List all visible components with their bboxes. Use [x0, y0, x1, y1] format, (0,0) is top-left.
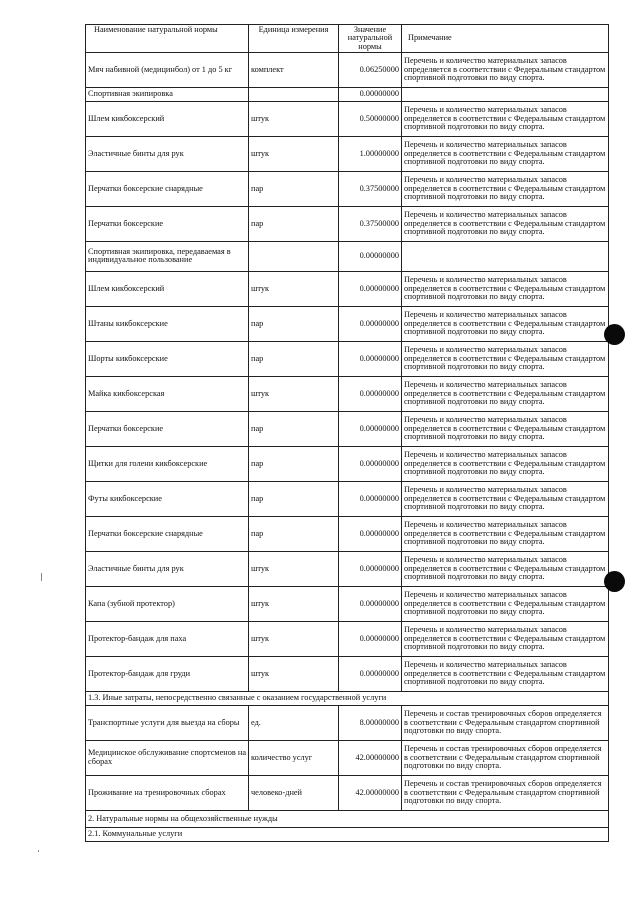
row-name: Транспортные услуги для выезда на сборы	[86, 705, 249, 740]
row-note: Перечень и количество материальных запасов определяется в соответствии с Федеральным стандартом спортивной подготовки по виду спорта.	[402, 481, 609, 516]
norms-table	[85, 24, 609, 842]
row-name: Протектор-бандаж для паха	[86, 621, 249, 656]
row-note: Перечень и количество материальных запасов определяется в соответствии с Федеральным стандартом спортивной подготовки по виду спорта.	[402, 411, 609, 446]
row-value: 42.00000000	[339, 740, 402, 775]
row-value: 0.00000000	[339, 656, 402, 691]
row-value: 0.00000000	[339, 341, 402, 376]
row-note: Перечень и количество материальных запасов определяется в соответствии с Федеральным стандартом спортивной подготовки по виду спорта.	[402, 621, 609, 656]
row-unit: ед.	[249, 705, 339, 740]
row-note: Перечень и количество материальных запасов определяется в соответствии с Федеральным стандартом спортивной подготовки по виду спорта.	[402, 341, 609, 376]
row-name: Протектор-бандаж для груди	[86, 656, 249, 691]
binder-hole-mark	[604, 571, 625, 592]
row-note: Перечень и количество материальных запасов определяется в соответствии с Федеральным стандартом спортивной подготовки по виду спорта.	[402, 52, 609, 87]
row-value: 0.00000000	[339, 621, 402, 656]
row-value: 0.00000000	[339, 481, 402, 516]
row-name: Щитки для голени кикбоксерские	[86, 446, 249, 481]
row-name: Штаны кикбоксерские	[86, 306, 249, 341]
table-row	[86, 775, 609, 810]
table-row	[86, 52, 609, 87]
row-unit: количество услуг	[249, 740, 339, 775]
norms-sheet	[85, 24, 608, 842]
table-row	[86, 101, 609, 136]
row-unit: человеко-дней	[249, 775, 339, 810]
row-value: 0.00000000	[339, 551, 402, 586]
row-value: 0.00000000	[339, 446, 402, 481]
section-row-other-costs	[86, 691, 609, 705]
row-name: Шлем кикбоксерский	[86, 101, 249, 136]
row-note: Перечень и состав тренировочных сборов определяется в соответствии с Федеральным стандартом спортивной подготовки по виду спорта.	[402, 705, 609, 740]
row-note: Перечень и количество материальных запасов определяется в соответствии с Федеральным стандартом спортивной подготовки по виду спорта.	[402, 171, 609, 206]
row-note: Перечень и количество материальных запасов определяется в соответствии с Федеральным стандартом спортивной подготовки по виду спорта.	[402, 306, 609, 341]
row-value: 0.37500000	[339, 171, 402, 206]
row-value: 0.00000000	[339, 87, 402, 101]
row-unit: пар	[249, 171, 339, 206]
row-note: Перечень и количество материальных запасов определяется в соответствии с Федеральным стандартом спортивной подготовки по виду спорта.	[402, 136, 609, 171]
row-unit: штук	[249, 101, 339, 136]
row-value: 0.00000000	[339, 516, 402, 551]
row-unit: пар	[249, 516, 339, 551]
row-value: 0.00000000	[339, 586, 402, 621]
row-unit	[249, 87, 339, 101]
row-note: Перечень и количество материальных запасов определяется в соответствии с Федеральным стандартом спортивной подготовки по виду спорта.	[402, 586, 609, 621]
section-row-household	[86, 810, 609, 827]
header-value: Значение натуральной нормы	[339, 25, 402, 53]
section-title: 2.1. Коммунальные услуги	[86, 827, 609, 841]
row-name: Перчатки боксерские	[86, 411, 249, 446]
header-unit: Единица измерения	[249, 25, 339, 53]
row-unit: пар	[249, 306, 339, 341]
row-value: 0.06250000	[339, 52, 402, 87]
row-name: Проживание на тренировочных сборах	[86, 775, 249, 810]
table-row	[86, 516, 609, 551]
row-note: Перечень и количество материальных запасов определяется в соответствии с Федеральным стандартом спортивной подготовки по виду спорта.	[402, 656, 609, 691]
row-unit: штук	[249, 271, 339, 306]
row-value: 0.00000000	[339, 241, 402, 271]
row-name: Перчатки боксерские снарядные	[86, 516, 249, 551]
row-note: Перечень и количество материальных запасов определяется в соответствии с Федеральным стандартом спортивной подготовки по виду спорта.	[402, 206, 609, 241]
table-row	[86, 705, 609, 740]
section-title: 1.3. Иные затраты, непосредственно связанные с оказанием государственной услуги	[86, 691, 609, 705]
row-value: 1.00000000	[339, 136, 402, 171]
row-name: Мяч набивной (медицинбол) от 1 до 5 кг	[86, 52, 249, 87]
table-row	[86, 551, 609, 586]
row-unit: пар	[249, 446, 339, 481]
row-value: 0.00000000	[339, 271, 402, 306]
row-note: Перечень и количество материальных запасов определяется в соответствии с Федеральным стандартом спортивной подготовки по виду спорта.	[402, 551, 609, 586]
row-value: 0.00000000	[339, 411, 402, 446]
row-note: Перечень и состав тренировочных сборов определяется в соответствии с Федеральным стандартом спортивной подготовки по виду спорта.	[402, 740, 609, 775]
binder-hole-mark	[604, 324, 625, 345]
table-row	[86, 171, 609, 206]
table-row	[86, 271, 609, 306]
row-value: 0.00000000	[339, 376, 402, 411]
table-header-row	[86, 25, 609, 53]
row-name: Шорты кикбоксерские	[86, 341, 249, 376]
row-note	[402, 241, 609, 271]
table-row	[86, 446, 609, 481]
table-row	[86, 621, 609, 656]
row-unit: штук	[249, 376, 339, 411]
row-name: Спортивная экипировка, передаваемая в индивидуальное пользование	[86, 241, 249, 271]
table-row	[86, 481, 609, 516]
row-name: Перчатки боксерские снарядные	[86, 171, 249, 206]
table-row	[86, 411, 609, 446]
row-name: Спортивная экипировка	[86, 87, 249, 101]
table-row	[86, 206, 609, 241]
section-row-utilities	[86, 827, 609, 841]
row-note	[402, 87, 609, 101]
row-value: 0.50000000	[339, 101, 402, 136]
row-name: Футы кикбоксерские	[86, 481, 249, 516]
row-value: 42.00000000	[339, 775, 402, 810]
row-unit: штук	[249, 136, 339, 171]
row-note: Перечень и состав тренировочных сборов определяется в соответствии с Федеральным стандартом спортивной подготовки по виду спорта.	[402, 775, 609, 810]
table-row	[86, 241, 609, 271]
section-title: 2. Натуральные нормы на общехозяйственные нужды	[86, 810, 609, 827]
row-unit: штук	[249, 656, 339, 691]
row-name: Шлем кикбоксерский	[86, 271, 249, 306]
row-name: Эластичные бинты для рук	[86, 136, 249, 171]
row-unit: пар	[249, 341, 339, 376]
row-value: 0.00000000	[339, 306, 402, 341]
row-note: Перечень и количество материальных запасов определяется в соответствии с Федеральным стандартом спортивной подготовки по виду спорта.	[402, 271, 609, 306]
row-name: Медицинское обслуживание спортсменов на сборах	[86, 740, 249, 775]
table-row	[86, 306, 609, 341]
table-row	[86, 376, 609, 411]
row-name: Капа (зубной протектор)	[86, 586, 249, 621]
header-name: Наименование натуральной нормы	[86, 25, 249, 53]
row-name: Эластичные бинты для рук	[86, 551, 249, 586]
row-note: Перечень и количество материальных запасов определяется в соответствии с Федеральным стандартом спортивной подготовки по виду спорта.	[402, 101, 609, 136]
row-unit: пар	[249, 411, 339, 446]
header-note: Примечание	[402, 25, 609, 53]
row-note: Перечень и количество материальных запасов определяется в соответствии с Федеральным стандартом спортивной подготовки по виду спорта.	[402, 516, 609, 551]
row-name: Перчатки боксерские	[86, 206, 249, 241]
table-row	[86, 656, 609, 691]
row-name: Майка кикбоксерская	[86, 376, 249, 411]
row-unit: штук	[249, 621, 339, 656]
scan-speck	[38, 850, 39, 852]
row-unit: комплект	[249, 52, 339, 87]
row-note: Перечень и количество материальных запасов определяется в соответствии с Федеральным стандартом спортивной подготовки по виду спорта.	[402, 446, 609, 481]
table-row	[86, 586, 609, 621]
scan-speck	[41, 573, 42, 581]
table-row	[86, 87, 609, 101]
row-unit: пар	[249, 206, 339, 241]
row-unit: штук	[249, 551, 339, 586]
row-unit: пар	[249, 481, 339, 516]
table-row	[86, 740, 609, 775]
row-unit	[249, 241, 339, 271]
row-value: 8.00000000	[339, 705, 402, 740]
row-note: Перечень и количество материальных запасов определяется в соответствии с Федеральным стандартом спортивной подготовки по виду спорта.	[402, 376, 609, 411]
table-row	[86, 136, 609, 171]
row-unit: штук	[249, 586, 339, 621]
table-row	[86, 341, 609, 376]
row-value: 0.37500000	[339, 206, 402, 241]
